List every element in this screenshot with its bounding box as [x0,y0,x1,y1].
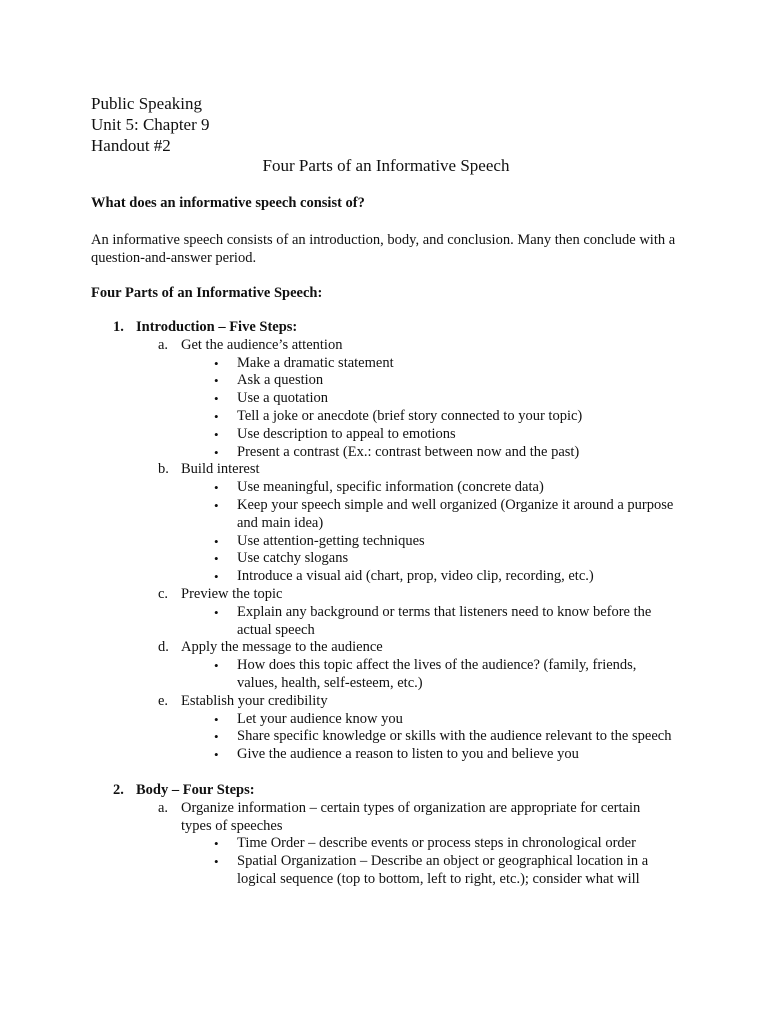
intro-text: An informative speech consists of an introduction, body, and conclusion. Many then conclude with a question-and-answer period. [91,232,676,266]
bullet-text: Give the audience a reason to listen to you and believe you [237,746,579,763]
bullet-icon: • [214,408,219,424]
bullet-item [0,746,768,764]
bullet-icon: • [214,854,219,870]
subitem-text: Apply the message to the audience [181,639,383,656]
outline-subitem [0,800,768,889]
bullet-item [0,657,768,693]
outline-subitem [0,337,768,462]
section-number: 1. [113,319,124,335]
section-title: Introduction – Five Steps: [136,319,298,335]
bullet-icon: • [214,604,219,620]
bullet-icon: • [214,729,219,745]
bullet-icon: • [214,658,219,674]
bullet-icon: • [214,533,219,549]
bullet-text: Use meaningful, specific information (concrete data) [237,479,544,496]
subitem-letter: b. [158,461,169,478]
bullet-icon: • [214,569,219,585]
bullet-item [0,355,768,373]
bullet-text: Use description to appeal to emotions [237,425,456,442]
bullet-icon: • [214,551,219,567]
bullet-text: Tell a joke or anecdote (brief story connected to your topic) [237,407,583,424]
bullet-item [0,444,768,462]
bullet-icon: • [214,391,219,407]
bullet-item [0,711,768,729]
bullet-text: Ask a question [237,372,324,389]
bullet-item [0,497,768,533]
bullet-icon: • [214,711,219,727]
subitem-letter: c. [158,585,169,602]
bullet-text: Explain any background or terms that listeners need to know before the actual speech [237,603,652,638]
section-title: Body – Four Steps: [136,781,255,798]
section-gap [0,764,768,782]
subitem-letter: a. [158,336,169,353]
document-title: Four Parts of an Informative Speech [262,156,510,175]
subitem-letter: d. [158,639,169,656]
subitem-text: Build interest [181,461,260,478]
outline-section [0,319,768,764]
subitem-heading [0,586,768,604]
bullet-text: Use catchy slogans [237,550,349,567]
handout-number: Handout #2 [91,136,171,155]
bullet-item [0,372,768,390]
unit-chapter: Unit 5: Chapter 9 [91,115,210,134]
bullet-text: Present a contrast (Ex.: contrast between now and the past) [237,443,580,460]
section-number: 2. [113,781,124,798]
bullet-item [0,479,768,497]
bullet-item [0,533,768,551]
subitem-heading [0,800,768,836]
bullet-text: How does this topic affect the lives of the audience? (family, friends, values, health, self-esteem, etc.) [237,657,637,691]
subitem-text: Organize information – certain types of organization are appropriate for certain types of speeches [181,799,641,834]
bullet-item [0,390,768,408]
bullet-icon: • [214,373,219,389]
bullet-text: Let your audience know you [237,710,403,727]
outline [0,319,768,889]
bullet-item [0,728,768,746]
bullet-item [0,568,768,586]
subitem-text: Get the audience’s attention [181,336,343,353]
bullet-text: Use a quotation [237,390,329,407]
course-name: Public Speaking [91,94,202,113]
bullet-text: Time Order – describe events or process steps in chronological order [237,835,636,852]
outline-section [0,782,768,889]
bullet-text: Use attention-getting techniques [237,532,425,549]
bullet-icon: • [214,836,219,852]
subitem-heading [0,461,768,479]
bullet-icon: • [214,444,219,460]
outline-subitem [0,639,768,692]
bullet-icon: • [214,497,219,513]
subitem-text: Establish your credibility [181,692,328,709]
section-heading [0,319,768,337]
subitem-heading [0,693,768,711]
bullet-text: Spatial Organization – Describe an object or geographical location in a logical sequence (top to bottom, left to right, etc.); consider what will [237,853,649,887]
subitem-letter: e. [158,692,169,709]
subitem-letter: a. [158,799,169,816]
four-parts-heading: Four Parts of an Informative Speech: [91,285,323,301]
subitem-text: Preview the topic [181,585,283,602]
subitem-heading [0,639,768,657]
bullet-item [0,853,768,889]
bullet-item [0,604,768,640]
bullet-text: Make a dramatic statement [237,354,394,371]
question-heading: What does an informative speech consist of? [91,195,365,211]
bullet-icon: • [214,355,219,371]
outline-subitem [0,586,768,639]
bullet-text: Keep your speech simple and well organized (Organize it around a purpose and main idea) [237,496,674,531]
outline-subitem [0,461,768,586]
bullet-text: Share specific knowledge or skills with the audience relevant to the speech [237,728,672,745]
intro-paragraph [91,231,691,267]
bullet-item [0,550,768,568]
document-header [91,93,210,156]
outline-subitem [0,693,768,764]
subitem-heading [0,337,768,355]
section-heading [0,782,768,800]
bullet-icon: • [214,480,219,496]
bullet-item [0,408,768,426]
bullet-text: Introduce a visual aid (chart, prop, video clip, recording, etc.) [237,568,594,585]
bullet-icon: • [214,747,219,763]
bullet-item [0,426,768,444]
bullet-item [0,835,768,853]
bullet-icon: • [214,426,219,442]
